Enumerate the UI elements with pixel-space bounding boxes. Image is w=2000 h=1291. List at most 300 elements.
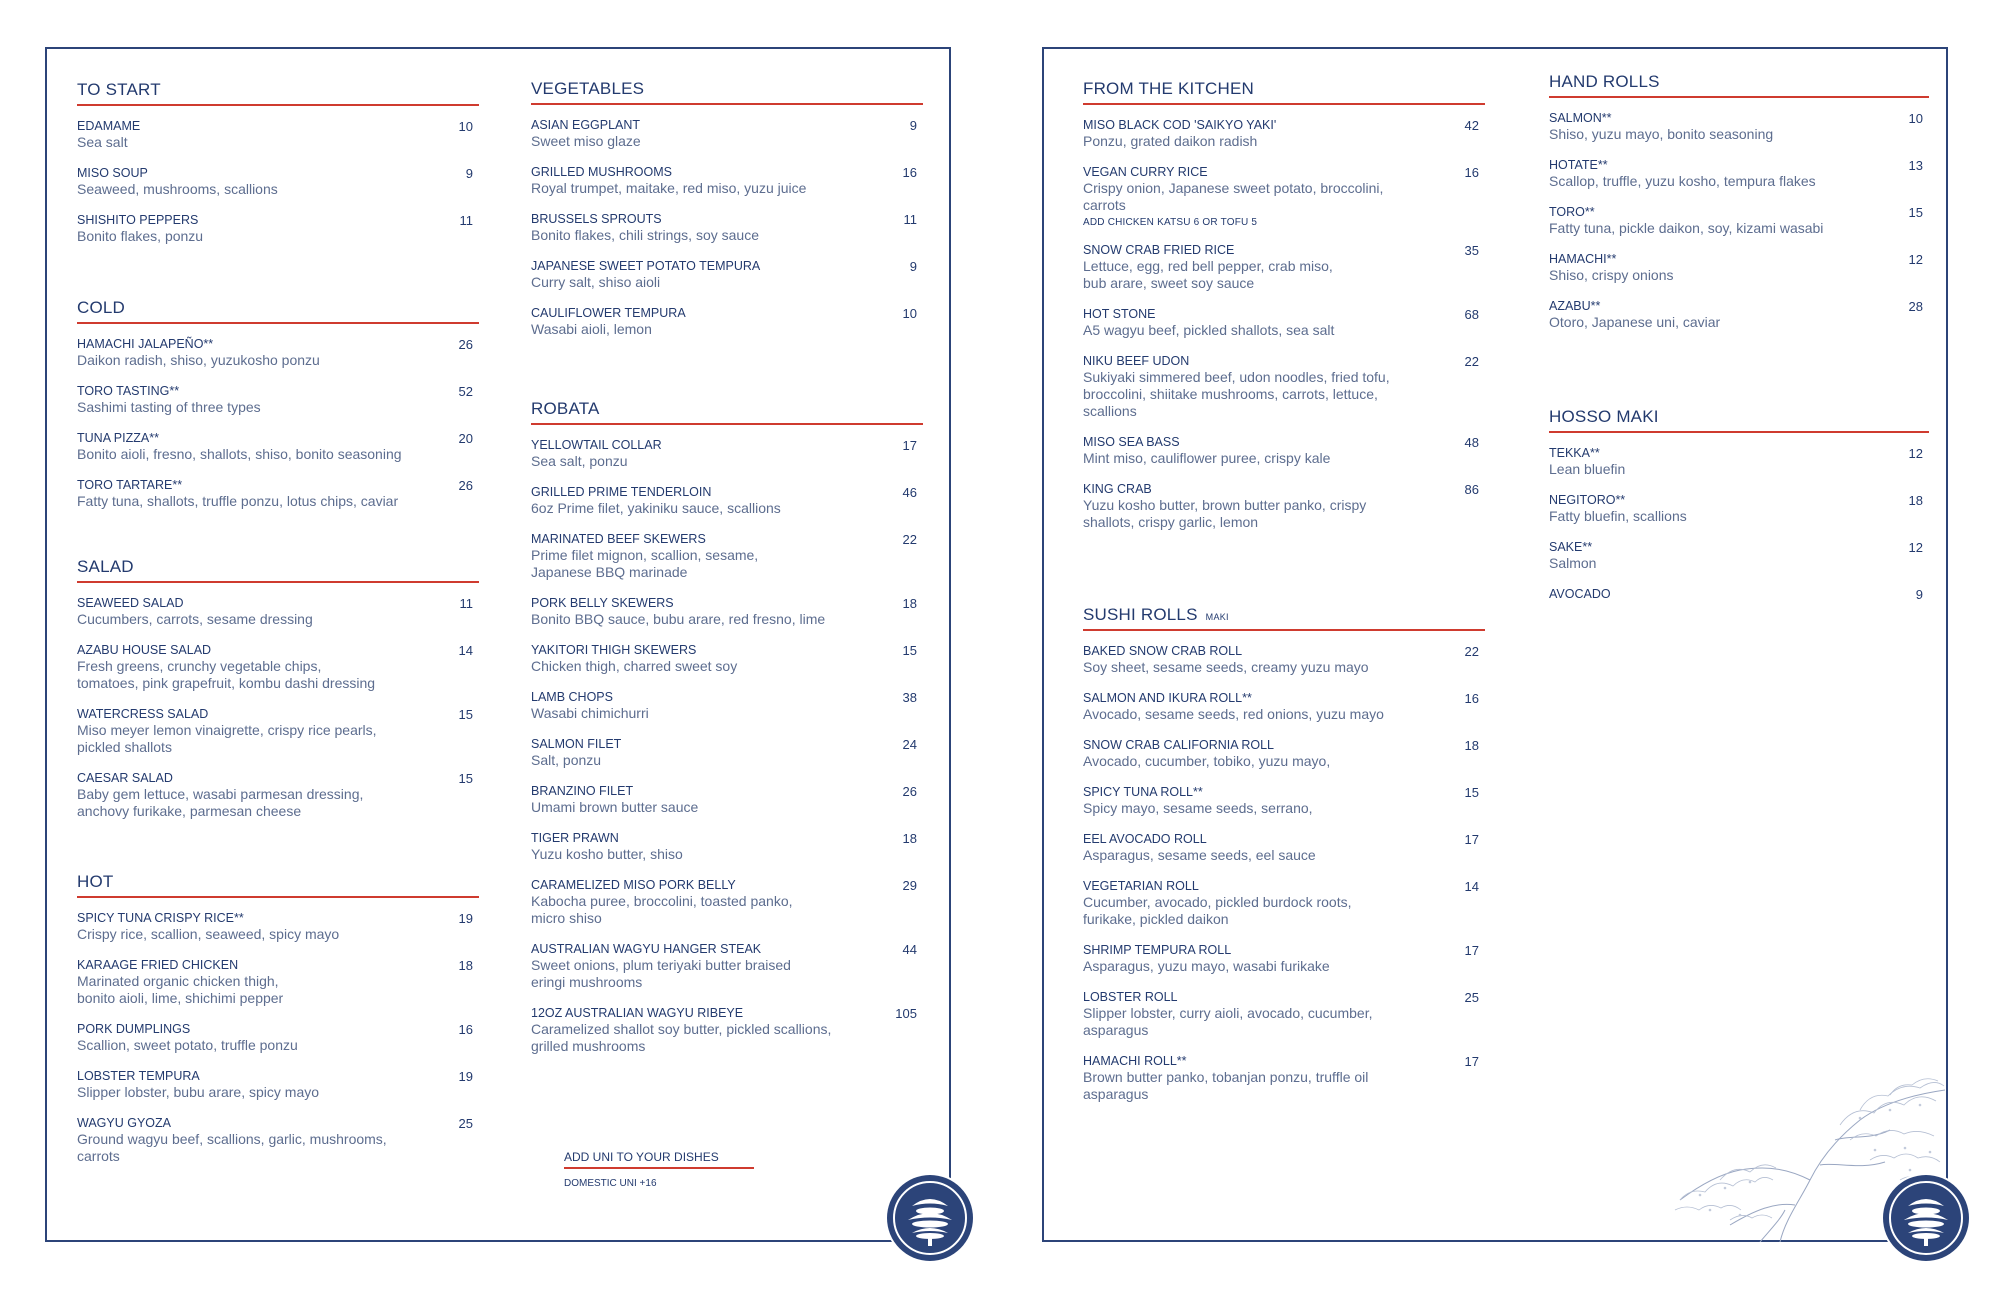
menu-item-name: HAMACHI ROLL** — [1083, 1054, 1187, 1068]
menu-item — [1083, 691, 1485, 723]
menu-item-name: BRUSSELS SPROUTS — [531, 212, 662, 226]
menu-item-description: Marinated organic chicken thigh, — [77, 973, 279, 989]
menu-item — [531, 737, 923, 769]
menu-item-description: Ground wagyu beef, scallions, garlic, mushrooms, — [77, 1131, 387, 1147]
menu-item — [531, 259, 923, 291]
menu-item-name: HOTATE** — [1549, 158, 1608, 172]
menu-item-name: KARAAGE FRIED CHICKEN — [77, 958, 239, 972]
menu-item-price: 105 — [895, 1006, 917, 1021]
menu-item-description: Lettuce, egg, red bell pepper, crab miso, — [1083, 258, 1333, 274]
menu-item-name: LOBSTER TEMPURA — [77, 1069, 200, 1083]
menu-item-name: PORK BELLY SKEWERS — [531, 596, 674, 610]
menu-item-description: Avocado, sesame seeds, red onions, yuzu mayo — [1083, 706, 1384, 722]
menu-item-addon: ADD CHICKEN KATSU 6 OR TOFU 5 — [1083, 217, 1258, 228]
menu-item-price: 17 — [1464, 832, 1479, 847]
menu-item-description: Yuzu kosho butter, shiso — [531, 846, 683, 862]
menu-item — [1083, 482, 1485, 531]
menu-item-price: 9 — [465, 166, 473, 181]
menu-item-description: Caramelized shallot soy butter, pickled scallions, — [531, 1021, 832, 1037]
menu-item — [531, 1006, 923, 1055]
menu-item — [1549, 540, 1929, 572]
menu-item-name: CAESAR SALAD — [77, 771, 173, 785]
menu-item-name: GRILLED MUSHROOMS — [531, 165, 672, 179]
menu-item — [1549, 446, 1929, 478]
menu-item — [1083, 354, 1485, 420]
menu-item — [531, 690, 923, 722]
menu-item-price: 68 — [1464, 307, 1479, 322]
menu-item-description: bonito aioli, lime, shichimi pepper — [77, 990, 284, 1006]
menu-item-description: Japanese BBQ marinade — [531, 564, 688, 580]
menu-item — [531, 165, 923, 197]
menu-item-description: Ponzu, grated daikon radish — [1083, 133, 1258, 149]
menu-item-name: CAULIFLOWER TEMPURA — [531, 306, 686, 320]
menu-item — [1549, 299, 1929, 331]
menu-item — [1549, 252, 1929, 284]
menu-item-name: EEL AVOCADO ROLL — [1083, 832, 1207, 846]
menu-item-price: 26 — [458, 337, 473, 352]
menu-item-list — [77, 337, 479, 510]
menu-item-name: VEGAN CURRY RICE — [1083, 165, 1208, 179]
menu-item — [1083, 738, 1485, 770]
menu-item — [531, 784, 923, 816]
menu-item-description: Asparagus, sesame seeds, eel sauce — [1083, 847, 1316, 863]
menu-item-price: 16 — [458, 1022, 473, 1037]
menu-item-name: TEKKA** — [1549, 446, 1600, 460]
menu-item-name: JAPANESE SWEET POTATO TEMPURA — [531, 259, 761, 273]
menu-item-list — [1549, 446, 1929, 602]
section-title-text: HOT — [77, 872, 114, 891]
menu-item-name: EDAMAME — [77, 119, 141, 133]
menu-item — [77, 478, 479, 510]
menu-item-name: TIGER PRAWN — [531, 831, 619, 845]
menu-item-price: 10 — [458, 119, 473, 134]
menu-item-price: 16 — [1464, 165, 1479, 180]
section-divider — [531, 423, 923, 425]
menu-item — [531, 532, 923, 581]
menu-item-description: 6oz Prime filet, yakiniku sauce, scallions — [531, 500, 781, 516]
menu-item-price: 10 — [1908, 111, 1923, 126]
menu-item — [1083, 879, 1485, 928]
menu-item-price: 12 — [1908, 540, 1923, 555]
section-title-text: HAND ROLLS — [1549, 72, 1660, 91]
menu-item-name: YAKITORI THIGH SKEWERS — [531, 643, 697, 657]
menu-item-description: Bonito aioli, fresno, shallots, shiso, bonito seasoning — [77, 446, 402, 462]
menu-item — [77, 911, 479, 943]
menu-item-list — [531, 438, 923, 1055]
menu-item-price: 52 — [458, 384, 473, 399]
menu-item-description: Bonito BBQ sauce, bubu arare, red fresno, lime — [531, 611, 826, 627]
menu-item-name: PORK DUMPLINGS — [77, 1022, 191, 1036]
menu-item — [1083, 785, 1485, 817]
section-title-text: FROM THE KITCHEN — [1083, 79, 1255, 98]
menu-item-name: SNOW CRAB CALIFORNIA ROLL — [1083, 738, 1275, 752]
menu-item-name: WATERCRESS SALAD — [77, 707, 209, 721]
menu-item-price: 19 — [458, 911, 473, 926]
section-divider — [77, 322, 479, 324]
menu-item — [531, 485, 923, 517]
menu-item-description: Cucumbers, carrots, sesame dressing — [77, 611, 313, 627]
menu-item — [1083, 943, 1485, 975]
section-title-text: TO START — [77, 80, 161, 99]
menu-item-description: Lean bluefin — [1549, 461, 1626, 477]
section-hosso-maki — [1549, 406, 1929, 617]
menu-item-list — [77, 596, 479, 820]
menu-item-description: Sukiyaki simmered beef, udon noodles, fried tofu, — [1083, 369, 1390, 385]
menu-item-name: SHRIMP TEMPURA ROLL — [1083, 943, 1232, 957]
menu-item-name: AUSTRALIAN WAGYU HANGER STEAK — [531, 942, 762, 956]
section-title — [1083, 604, 1485, 626]
menu-item-name: TORO TARTARE** — [77, 478, 183, 492]
menu-item — [77, 707, 479, 756]
section-hot — [77, 871, 479, 1180]
menu-item-name: SALMON AND IKURA ROLL** — [1083, 691, 1252, 705]
menu-item-name: AVOCADO — [1549, 587, 1611, 601]
menu-item-name: 12OZ AUSTRALIAN WAGYU RIBEYE — [531, 1006, 744, 1020]
menu-item — [531, 643, 923, 675]
section-title-text: SALAD — [77, 557, 134, 576]
section-title-text: HOSSO MAKI — [1549, 407, 1659, 426]
menu-item-price: 44 — [902, 942, 917, 957]
menu-item-description: Crispy onion, Japanese sweet potato, broccolini, — [1083, 180, 1384, 196]
section-divider — [1083, 629, 1485, 631]
menu-item-description: Salt, ponzu — [531, 752, 602, 768]
section-title — [531, 398, 923, 420]
menu-item-name: NEGITORO** — [1549, 493, 1626, 507]
menu-item-price: 13 — [1908, 158, 1923, 173]
menu-item-description: bub arare, sweet soy sauce — [1083, 275, 1255, 291]
menu-item-list — [1549, 111, 1929, 331]
menu-item-description: anchovy furikake, parmesan cheese — [77, 803, 302, 819]
menu-item-description: carrots — [77, 1148, 120, 1164]
menu-item-price: 17 — [902, 438, 917, 453]
section-divider — [1549, 96, 1929, 98]
menu-item-description: shallots, crispy garlic, lemon — [1083, 514, 1259, 530]
menu-item-description: Mint miso, cauliflower puree, crispy kale — [1083, 450, 1331, 466]
menu-item-description: scallions — [1083, 403, 1137, 419]
menu-item-price: 20 — [458, 431, 473, 446]
menu-item-price: 26 — [902, 784, 917, 799]
menu-item-description: Slipper lobster, curry aioli, avocado, cucumber, — [1083, 1005, 1373, 1021]
menu-item-name: VEGETARIAN ROLL — [1083, 879, 1199, 893]
section-subtitle: MAKI — [1205, 612, 1229, 622]
menu-item-price: 14 — [1464, 879, 1479, 894]
menu-item-price: 38 — [902, 690, 917, 705]
section-title — [1083, 78, 1485, 100]
menu-item-description: Brown butter panko, tobanjan ponzu, truffle oil — [1083, 1069, 1369, 1085]
menu-item-description: Chicken thigh, charred sweet soy — [531, 658, 738, 674]
menu-item-price: 10 — [902, 306, 917, 321]
menu-item-name: SPICY TUNA ROLL** — [1083, 785, 1203, 799]
menu-page-right — [1042, 47, 1948, 1242]
menu-item-list — [531, 118, 923, 338]
menu-item — [77, 596, 479, 628]
menu-item-description: Fatty tuna, shallots, truffle ponzu, lotus chips, caviar — [77, 493, 399, 509]
menu-item-description: Bonito flakes, chili strings, soy sauce — [531, 227, 759, 243]
menu-item — [1083, 118, 1485, 150]
menu-item-description: eringi mushrooms — [531, 974, 643, 990]
menu-item-description: Bonito flakes, ponzu — [77, 228, 204, 244]
menu-item — [77, 1022, 479, 1054]
menu-item-price: 29 — [902, 878, 917, 893]
menu-item-price: 15 — [902, 643, 917, 658]
menu-item-price: 42 — [1464, 118, 1479, 133]
menu-item-name: GRILLED PRIME TENDERLOIN — [531, 485, 712, 499]
menu-item-name: TORO TASTING** — [77, 384, 180, 398]
menu-item-price: 17 — [1464, 1054, 1479, 1069]
menu-item-name: WAGYU GYOZA — [77, 1116, 171, 1130]
menu-item-price: 16 — [1464, 691, 1479, 706]
menu-item-description: tomatoes, pink grapefruit, kombu dashi dressing — [77, 675, 376, 691]
menu-item-description: Asparagus, yuzu mayo, wasabi furikake — [1083, 958, 1330, 974]
menu-item — [1083, 832, 1485, 864]
menu-item-price: 48 — [1464, 435, 1479, 450]
menu-item — [77, 771, 479, 820]
menu-item — [531, 438, 923, 470]
uni-addon-title: ADD UNI TO YOUR DISHES — [564, 1150, 719, 1164]
menu-item-description: Royal trumpet, maitake, red miso, yuzu juice — [531, 180, 807, 196]
menu-item-price: 18 — [902, 831, 917, 846]
menu-item-description: Spicy mayo, sesame seeds, serrano, — [1083, 800, 1313, 816]
section-title — [1549, 71, 1929, 93]
uni-addon-note: DOMESTIC UNI +16 — [564, 1178, 657, 1189]
section-to-start — [77, 79, 479, 260]
menu-item-name: SAKE** — [1549, 540, 1593, 554]
menu-item-name: YELLOWTAIL COLLAR — [531, 438, 662, 452]
section-vegetables — [531, 78, 923, 353]
menu-item — [531, 596, 923, 628]
section-from-the-kitchen — [1083, 78, 1485, 546]
menu-item-description: pickled shallots — [77, 739, 172, 755]
menu-item-description: Wasabi aioli, lemon — [531, 321, 652, 337]
menu-item-price: 18 — [1908, 493, 1923, 508]
section-salad — [77, 556, 479, 835]
menu-item-name: BRANZINO FILET — [531, 784, 634, 798]
restaurant-seal-logo — [884, 1172, 976, 1264]
menu-item-description: Shiso, crispy onions — [1549, 267, 1674, 283]
menu-item-description: Cucumber, avocado, pickled burdock roots, — [1083, 894, 1352, 910]
menu-item-name: BAKED SNOW CRAB ROLL — [1083, 644, 1243, 658]
menu-item-description: Sea salt, ponzu — [531, 453, 628, 469]
section-title — [77, 871, 479, 893]
menu-item-price: 15 — [458, 771, 473, 786]
menu-item-description: Scallion, sweet potato, truffle ponzu — [77, 1037, 298, 1053]
menu-item-description: Miso meyer lemon vinaigrette, crispy rice pearls, — [77, 722, 377, 738]
menu-item-price: 46 — [902, 485, 917, 500]
section-title-text: ROBATA — [531, 399, 600, 418]
menu-item-price: 15 — [1908, 205, 1923, 220]
section-divider — [1083, 103, 1485, 105]
menu-item — [1083, 644, 1485, 676]
menu-item-name: SNOW CRAB FRIED RICE — [1083, 243, 1235, 257]
menu-item — [531, 306, 923, 338]
menu-item-name: MISO SEA BASS — [1083, 435, 1180, 449]
menu-item — [1083, 307, 1485, 339]
section-title — [77, 79, 479, 101]
section-divider — [77, 104, 479, 106]
menu-item-name: LOBSTER ROLL — [1083, 990, 1178, 1004]
menu-item-price: 11 — [459, 596, 473, 611]
menu-item — [77, 431, 479, 463]
menu-item-price: 28 — [1908, 299, 1923, 314]
menu-item-description: Prime filet mignon, scallion, sesame, — [531, 547, 759, 563]
menu-item-price: 35 — [1464, 243, 1479, 258]
restaurant-seal-logo-right — [1880, 1172, 1972, 1264]
menu-item — [77, 1069, 479, 1101]
menu-item — [77, 337, 479, 369]
menu-item-description: Slipper lobster, bubu arare, spicy mayo — [77, 1084, 320, 1100]
menu-item-description: Umami brown butter sauce — [531, 799, 699, 815]
menu-item — [531, 942, 923, 991]
menu-item-price: 14 — [458, 643, 473, 658]
menu-item-price: 26 — [458, 478, 473, 493]
menu-item — [1083, 1054, 1485, 1103]
menu-item-price: 18 — [902, 596, 917, 611]
menu-item-description: Avocado, cucumber, tobiko, yuzu mayo, — [1083, 753, 1331, 769]
menu-item — [1083, 165, 1485, 228]
menu-item-price: 15 — [1464, 785, 1479, 800]
menu-item-description: Salmon — [1549, 555, 1597, 571]
menu-item-description: Sea salt — [77, 134, 128, 150]
menu-item-description: broccolini, shiitake mushrooms, carrots, lettuce, — [1083, 386, 1378, 402]
menu-item — [531, 212, 923, 244]
menu-item-list — [77, 911, 479, 1165]
menu-item — [1549, 493, 1929, 525]
menu-item — [77, 958, 479, 1007]
section-hand-rolls — [1549, 71, 1929, 346]
menu-item-price: 24 — [902, 737, 917, 752]
menu-item-price: 25 — [458, 1116, 473, 1131]
menu-item-price: 15 — [458, 707, 473, 722]
menu-item-description: Scallop, truffle, yuzu kosho, tempura flakes — [1549, 173, 1816, 189]
menu-item-name: NIKU BEEF UDON — [1083, 354, 1190, 368]
menu-item — [77, 213, 479, 245]
menu-item-name: HOT STONE — [1083, 307, 1156, 321]
menu-item-description: Wasabi chimichurri — [531, 705, 649, 721]
menu-item-description: Sashimi tasting of three types — [77, 399, 261, 415]
section-cold — [77, 297, 479, 525]
menu-item-price: 22 — [1464, 644, 1479, 659]
menu-item — [77, 643, 479, 692]
menu-item-name: AZABU HOUSE SALAD — [77, 643, 212, 657]
menu-item — [1549, 587, 1929, 602]
section-title — [77, 556, 479, 578]
menu-item — [1549, 205, 1929, 237]
menu-item-name: SHISHITO PEPPERS — [77, 213, 199, 227]
uni-addon-rule — [564, 1167, 754, 1169]
menu-item-price: 22 — [902, 532, 917, 547]
menu-item-description: Fatty bluefin, scallions — [1549, 508, 1687, 524]
menu-item-name: SPICY TUNA CRISPY RICE** — [77, 911, 244, 925]
menu-item-name: SALMON** — [1549, 111, 1612, 125]
menu-item-description: furikake, pickled daikon — [1083, 911, 1229, 927]
menu-item-description: Shiso, yuzu mayo, bonito seasoning — [1549, 126, 1774, 142]
menu-item-description: Otoro, Japanese uni, caviar — [1549, 314, 1721, 330]
section-title — [531, 78, 923, 100]
menu-page-left — [45, 47, 951, 1242]
uni-addon — [564, 1150, 754, 1189]
menu-item-description: Curry salt, shiso aioli — [531, 274, 661, 290]
menu-item-description: Daikon radish, shiso, yuzukosho ponzu — [77, 352, 320, 368]
menu-item-description: grilled mushrooms — [531, 1038, 646, 1054]
menu-item-name: MISO BLACK COD 'SAIKYO YAKI' — [1083, 118, 1277, 132]
menu-item — [77, 384, 479, 416]
menu-item — [531, 878, 923, 927]
menu-item — [1083, 243, 1485, 292]
section-divider — [77, 581, 479, 583]
menu-item — [1549, 158, 1929, 190]
menu-item-price: 11 — [903, 212, 917, 227]
menu-item — [77, 166, 479, 198]
menu-item-description: Yuzu kosho butter, brown butter panko, crispy — [1083, 497, 1367, 513]
menu-item — [77, 1116, 479, 1165]
section-title — [1549, 406, 1929, 428]
menu-item-price: 12 — [1908, 446, 1923, 461]
menu-item-description: asparagus — [1083, 1022, 1149, 1038]
menu-item-price: 18 — [458, 958, 473, 973]
section-divider — [77, 896, 479, 898]
section-robata — [531, 398, 923, 1070]
menu-item-description: Kabocha puree, broccolini, toasted panko, — [531, 893, 793, 909]
menu-item-list — [1083, 644, 1485, 1103]
section-sushi-rolls — [1083, 604, 1485, 1118]
menu-item-price: 9 — [909, 118, 917, 133]
menu-item-description: Baby gem lettuce, wasabi parmesan dressing, — [77, 786, 364, 802]
menu-item-description: A5 wagyu beef, pickled shallots, sea salt — [1083, 322, 1335, 338]
menu-item-name: SALMON FILET — [531, 737, 622, 751]
menu-item-name: HAMACHI** — [1549, 252, 1617, 266]
section-divider — [1549, 431, 1929, 433]
menu-item-description: Fatty tuna, pickle daikon, soy, kizami wasabi — [1549, 220, 1824, 236]
menu-item-price: 22 — [1464, 354, 1479, 369]
menu-item — [77, 119, 479, 151]
menu-item-price: 19 — [458, 1069, 473, 1084]
menu-item-price: 12 — [1908, 252, 1923, 267]
menu-item-price: 17 — [1464, 943, 1479, 958]
menu-item — [531, 118, 923, 150]
section-title-text: VEGETABLES — [531, 79, 645, 98]
menu-item-description: Soy sheet, sesame seeds, creamy yuzu mayo — [1083, 659, 1369, 675]
menu-item-price: 16 — [902, 165, 917, 180]
menu-item — [1083, 990, 1485, 1039]
menu-item-description: carrots — [1083, 197, 1126, 213]
menu-item-price: 18 — [1464, 738, 1479, 753]
menu-item-price: 11 — [459, 213, 473, 228]
menu-item-name: MISO SOUP — [77, 166, 148, 180]
section-title — [77, 297, 479, 319]
menu-item-price: 9 — [909, 259, 917, 274]
menu-item-price: 25 — [1464, 990, 1479, 1005]
section-title-text: COLD — [77, 298, 126, 317]
menu-item-name: MARINATED BEEF SKEWERS — [531, 532, 706, 546]
menu-item-list — [77, 119, 479, 245]
section-title-text: SUSHI ROLLS — [1083, 605, 1198, 624]
menu-item-name: AZABU** — [1549, 299, 1601, 313]
menu-item-name: LAMB CHOPS — [531, 690, 613, 704]
menu-item — [531, 831, 923, 863]
menu-item-description: micro shiso — [531, 910, 602, 926]
menu-item-description: Seaweed, mushrooms, scallions — [77, 181, 278, 197]
menu-item-name: KING CRAB — [1083, 482, 1152, 496]
section-divider — [531, 103, 923, 105]
menu-item-description: Fresh greens, crunchy vegetable chips, — [77, 658, 322, 674]
menu-item-name: ASIAN EGGPLANT — [531, 118, 641, 132]
menu-item — [1083, 435, 1485, 467]
menu-item-name: TORO** — [1549, 205, 1595, 219]
menu-item-description: Sweet miso glaze — [531, 133, 641, 149]
menu-item-description: asparagus — [1083, 1086, 1149, 1102]
menu-item-name: HAMACHI JALAPEÑO** — [77, 337, 214, 351]
menu-item-list — [1083, 118, 1485, 531]
